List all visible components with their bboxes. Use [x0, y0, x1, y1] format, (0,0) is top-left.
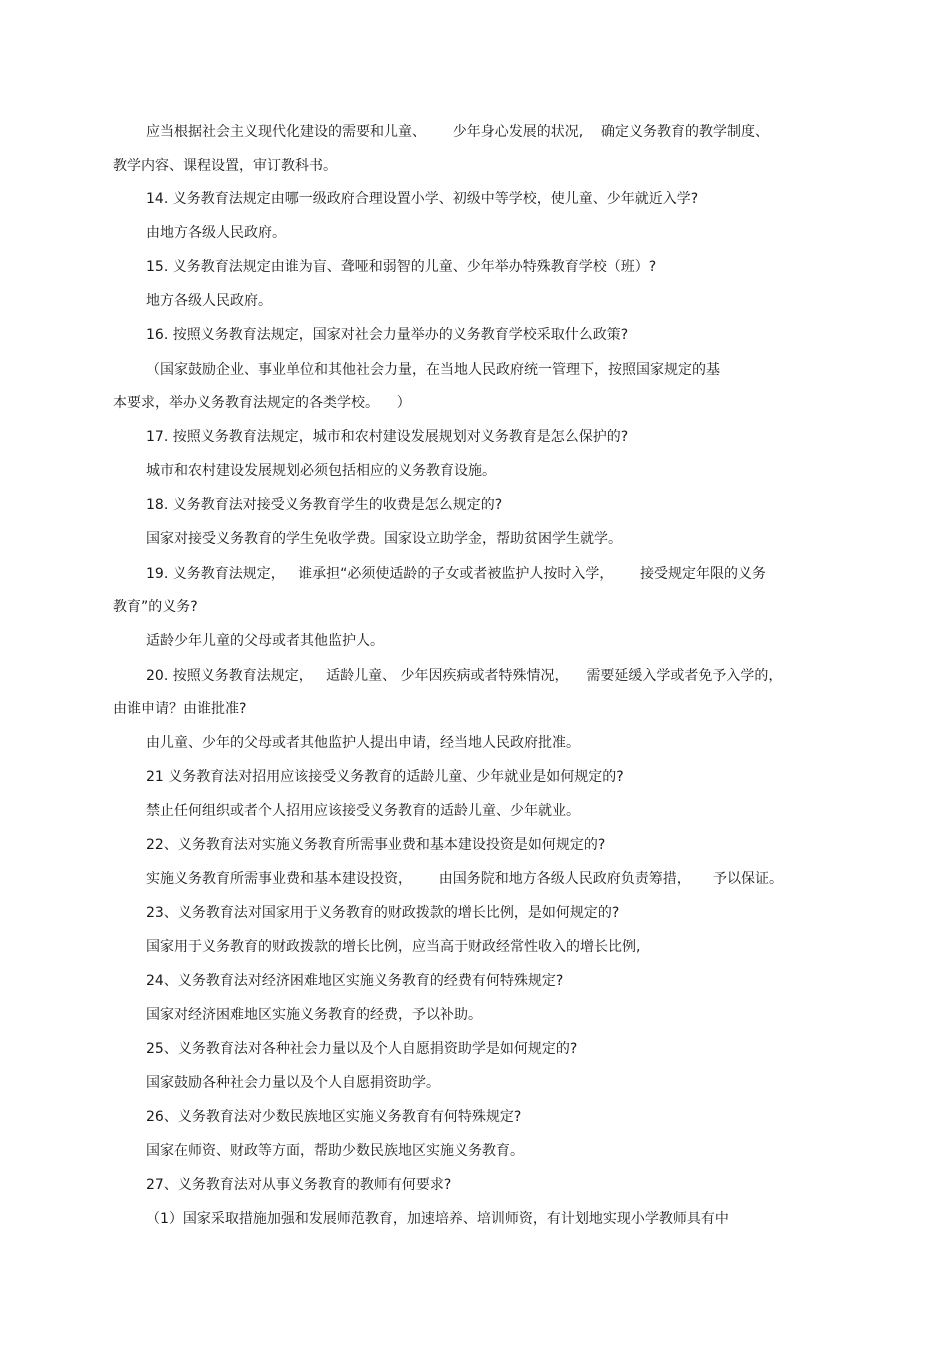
question-26: 26、义务教育法对少数民族地区实施义务教育有何特殊规定?	[146, 1109, 522, 1125]
answer-27-item-1: （1）国家采取措施加强和发展师范教育，加速培养、培训师资，有计划地实现小学教师具有中	[146, 1211, 729, 1227]
answer-16: （国家鼓励企业、事业单位和其他社会力量，在当地人民政府统一管理下，按照国家规定的基	[146, 362, 720, 378]
question-20: 20. 按照义务教育法规定， 适龄儿童、 少年因疾病或者特殊情况， 需要延缓入学或者免予入学的，	[146, 668, 783, 684]
answer-18: 国家对接受义务教育的学生免收学费。国家设立助学金，帮助贫困学生就学。	[146, 531, 622, 547]
answer-19: 适龄少年儿童的父母或者其他监护人。	[146, 633, 384, 649]
answer-15: 地方各级人民政府。	[146, 293, 272, 309]
answer-20: 由儿童、少年的父母或者其他监护人提出申请，经当地人民政府批准。	[146, 735, 580, 751]
question-20-cont: 由谁申请？由谁批准?	[113, 701, 247, 717]
question-23: 23、义务教育法对国家用于义务教育的财政拨款的增长比例，是如何规定的?	[146, 905, 620, 921]
answer-24: 国家对经济困难地区实施义务教育的经费，予以补助。	[146, 1007, 482, 1023]
question-24: 24、义务教育法对经济困难地区实施义务教育的经费有何特殊规定?	[146, 973, 564, 989]
question-19: 19. 义务教育法规定， 谁承担“必须使适龄的子女或者被监护人按时入学， 接受规定年限的义务	[146, 566, 767, 582]
question-18: 18. 义务教育法对接受义务教育学生的收费是怎么规定的?	[146, 497, 503, 513]
answer-22: 实施义务教育所需事业费和基本建设投资， 由国务院和地方各级人民政府负责筹措， 予以保证。	[146, 871, 783, 887]
answer-17: 城市和农村建设发展规划必须包括相应的义务教育设施。	[146, 463, 496, 479]
question-14: 14. 义务教育法规定由哪一级政府合理设置小学、初级中等学校，使儿童、少年就近入学?	[146, 191, 699, 207]
text-line: 应当根据社会主义现代化建设的需要和儿童、 少年身心发展的状况, 确定义务教育的教学制度、	[146, 124, 769, 140]
question-15: 15. 义务教育法规定由谁为盲、聋哑和弱智的儿童、少年举办特殊教育学校（班）?	[146, 259, 657, 275]
question-16: 16. 按照义务教育法规定，国家对社会力量举办的义务教育学校采取什么政策?	[146, 327, 629, 343]
answer-14: 由地方各级人民政府。	[146, 225, 286, 241]
answer-23: 国家用于义务教育的财政拨款的增长比例，应当高于财政经常性收入的增长比例,	[146, 939, 641, 955]
question-17: 17. 按照义务教育法规定，城市和农村建设发展规划对义务教育是怎么保护的?	[146, 429, 629, 445]
question-21: 21 义务教育法对招用应该接受义务教育的适龄儿童、少年就业是如何规定的?	[146, 769, 624, 785]
question-27: 27、义务教育法对从事义务教育的教师有何要求?	[146, 1177, 452, 1193]
answer-16-cont: 本要求，举办义务教育法规定的各类学校。 ）	[113, 395, 411, 411]
answer-25: 国家鼓励各种社会力量以及个人自愿捐资助学。	[146, 1075, 440, 1091]
answer-21: 禁止任何组织或者个人招用应该接受义务教育的适龄儿童、少年就业。	[146, 803, 580, 819]
question-25: 25、义务教育法对各种社会力量以及个人自愿捐资助学是如何规定的?	[146, 1041, 578, 1057]
answer-26: 国家在师资、财政等方面，帮助少数民族地区实施义务教育。	[146, 1143, 524, 1159]
question-22: 22、义务教育法对实施义务教育所需事业费和基本建设投资是如何规定的?	[146, 837, 606, 853]
text-line: 教学内容、课程设置，审订教科书。	[113, 158, 337, 174]
question-19-cont: 教育”的义务?	[113, 599, 198, 615]
